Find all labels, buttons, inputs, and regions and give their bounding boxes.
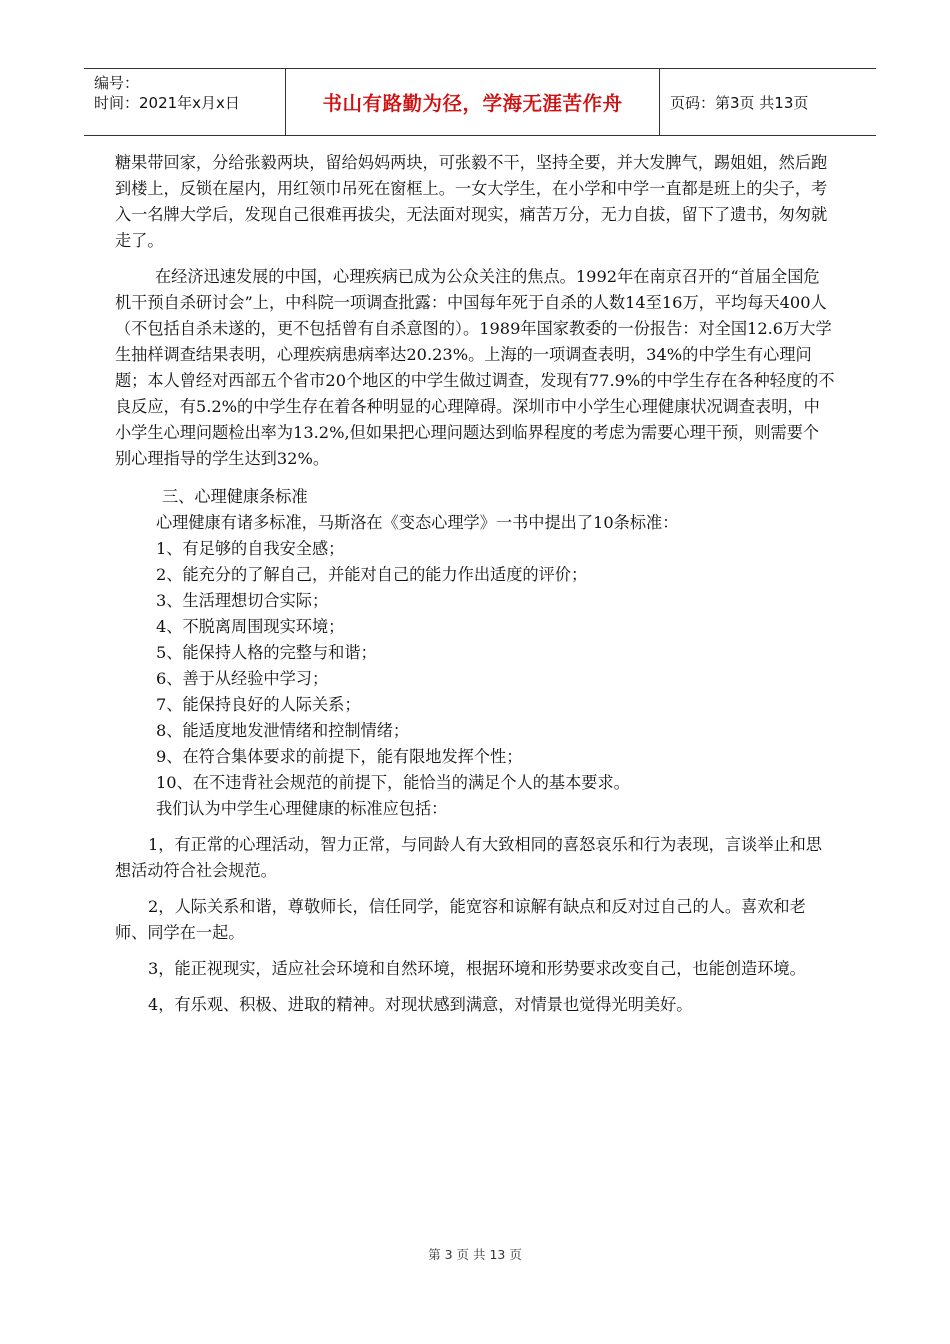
section-heading: 三、心理健康条标准	[162, 487, 308, 506]
paragraph-story: 糖果带回家，分给张毅两块，留给妈妈两块，可张毅不干，坚持全要，并大发脾气，踢姐姐，然后跑到楼上，反锁在屋内，用红领巾吊死在窗框上。一女大学生，在小学和中学一直都是班上的尖子，考入一名牌大学后，发现自己很难再拔尖，无法面对现实，痛苦万分，无力自拔，留下了遗书，匆匆就走了。	[115, 153, 828, 250]
criteria-list	[115, 832, 835, 1018]
criteria-intro: 我们认为中学生心理健康的标准应包括：	[156, 799, 448, 818]
list-item: 5、能保持人格的完整与和谐；	[156, 643, 377, 662]
list-item: 1，有正常的心理活动，智力正常，与同龄人有大致相同的喜怒哀乐和行为表现，言谈举止和思想活动符合社会规范。	[115, 835, 822, 880]
page-footer: 第 3 页 共 13 页	[428, 1247, 522, 1262]
list-item: 2、能充分的了解自己，并能对自己的能力作出适度的评价；	[156, 565, 588, 584]
list-item: 9、在符合集体要求的前提下，能有限地发挥个性；	[156, 747, 523, 766]
document-number-label: 编号：	[94, 74, 140, 92]
document-date: 时间：2021年x月x日	[94, 94, 240, 112]
list-item: 8、能适度地发泄情绪和控制情绪；	[156, 721, 410, 740]
list-item: 4，有乐观、积极、进取的精神。对现状感到满意，对情景也觉得光明美好。	[148, 995, 693, 1014]
header-meta	[84, 69, 286, 135]
standards-intro: 心理健康有诸多标准，马斯洛在《变态心理学》一书中提出了10条标准：	[156, 513, 679, 532]
list-item: 2，人际关系和谐，尊敬师长，信任同学，能宽容和谅解有缺点和反对过自己的人。喜欢和老师、同学在一起。	[115, 897, 806, 942]
header-motto: 书山有路勤为径，学海无涯苦作舟	[286, 69, 660, 135]
paragraph-statistics: 在经济迅速发展的中国，心理疾病已成为公众关注的焦点。1992年在南京召开的“首届全国危机干预自杀研讨会”上，中科院一项调查批露：中国每年死于自杀的人数14至16万，平均每天400人（不包括自杀未遂的，更不包括曾有自杀意图的）。1989年国家教委的一份报告：对全国12.6万大学生抽样调查结果表明，心理疾病患病率达20.23%。上海的一项调查表明，34%的中学生有心理问题；本人曾经对西部五个省市20个地区的中学生做过调查，发现有77.9%的中学生存在各种轻度的不良反应，有5.2%的中学生存在着各种明显的心理障碍。深圳市中小学生心理健康状况调查表明，中小学生心理问题检出率为13.2%,但如果把心理问题达到临界程度的考虑为需要心理干预，则需要个别心理指导的学生达到32%。	[115, 267, 835, 468]
list-item: 3、生活理想切合实际；	[156, 591, 329, 610]
list-item: 3，能正视现实，适应社会环境和自然环境，根据环境和形势要求改变自己，也能创造环境。	[148, 959, 806, 978]
header-page-info: 页码：第3页 共13页	[670, 93, 809, 112]
document-body	[115, 150, 835, 1018]
list-item: 4、不脱离周围现实环境；	[156, 617, 345, 636]
list-item: 1、有足够的自我安全感；	[156, 539, 345, 558]
list-item: 6、善于从经验中学习；	[156, 669, 329, 688]
list-item: 7、能保持良好的人际关系；	[156, 695, 361, 714]
list-item: 10、在不违背社会规范的前提下，能恰当的满足个人的基本要求。	[156, 773, 630, 792]
page-header	[84, 68, 876, 136]
standards-list	[115, 536, 835, 796]
